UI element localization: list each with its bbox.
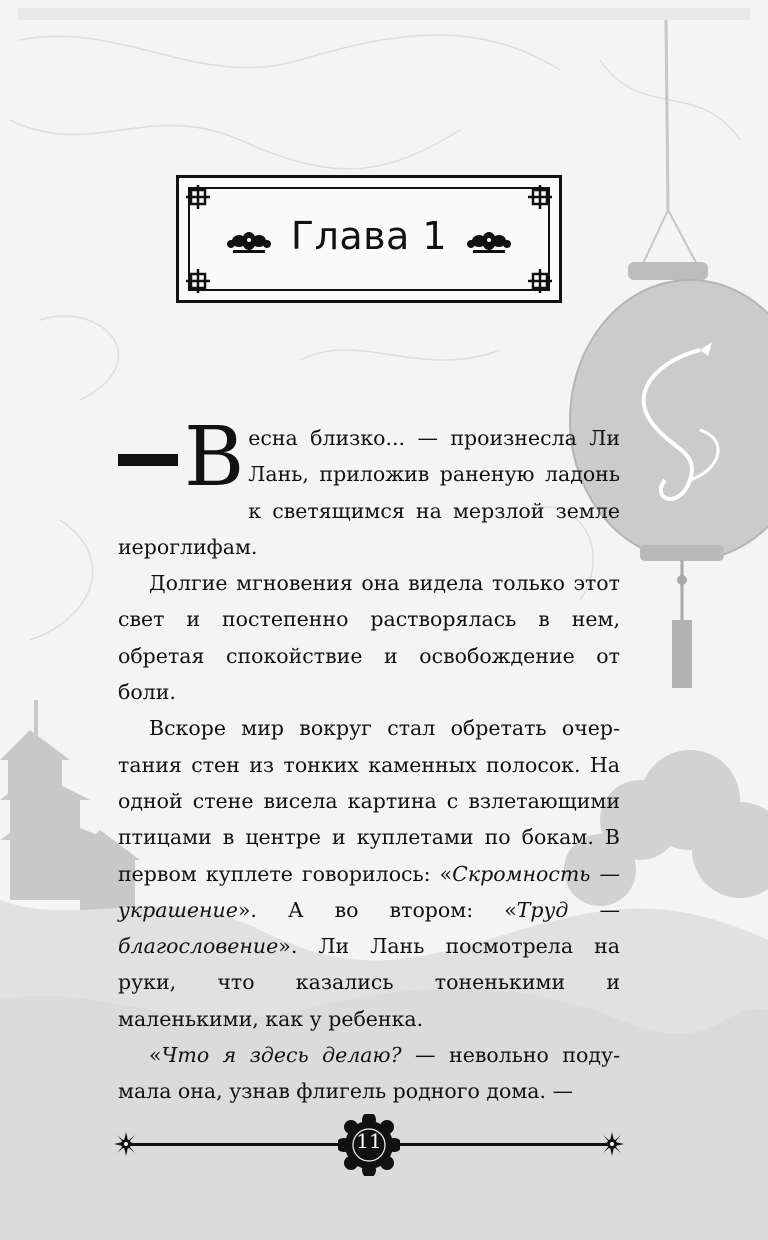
fret-knot-icon: [525, 182, 555, 212]
star-flower-icon: [600, 1132, 624, 1156]
star-flower-icon: [114, 1132, 138, 1156]
paragraph-text: Вскоре мир вокруг стал обретать очертания стен из тонких каменных полосок. На одной стене висела картина с взлетающими птицами в центре и куплетами по бокам. В первом куплете говорилось:: [118, 716, 620, 886]
paragraph: Долгие мгновения она видела только этот свет и постепенно растворялась в нем, обретая спокойствие и освобождение от боли.: [118, 571, 620, 705]
paragraph-text: есна близко... — произнесла Ли Лань, приложив раненую ладонь к светящимся на мерзлой земле иероглифам.: [118, 426, 620, 559]
ornamental-flower-icon: [467, 226, 511, 256]
fret-knot-icon: [183, 266, 213, 296]
paragraph: [118, 410, 620, 565]
chapter-heading-box: [176, 175, 562, 303]
drop-cap: [118, 410, 245, 505]
page-footer: [112, 1100, 626, 1190]
fret-knot-icon: [183, 182, 213, 212]
chapter-title: Глава 1: [290, 214, 448, 258]
paragraph: «Что я здесь делаю? — невольно подумала она, узнав флигель родного дома. —: [118, 1043, 621, 1104]
fret-knot-icon: [525, 266, 555, 296]
quote-text: Труд — благословение: [118, 897, 620, 959]
quote-text: Скромность — украшение: [118, 861, 620, 922]
drop-cap-letter: В: [184, 410, 245, 505]
chapter-body-text: [118, 410, 621, 1110]
thought-text: Что я здесь делаю?: [161, 1043, 402, 1068]
paragraph: Вскоре мир вокруг стал обретать очертания стен из тонких каменных полосок. На одной стене висела картина с взлетающими птицами в центре и куплетами по бокам. В первом куплете говорилось: «Скромность — украшение». А во втором: «Труд — благословение». Ли Лань посмотрела на руки, что казались тоненькими и маленькими, как у ребенка.: [118, 716, 620, 1031]
page-number: 11: [356, 1129, 382, 1153]
drop-cap-dash: [118, 454, 178, 466]
